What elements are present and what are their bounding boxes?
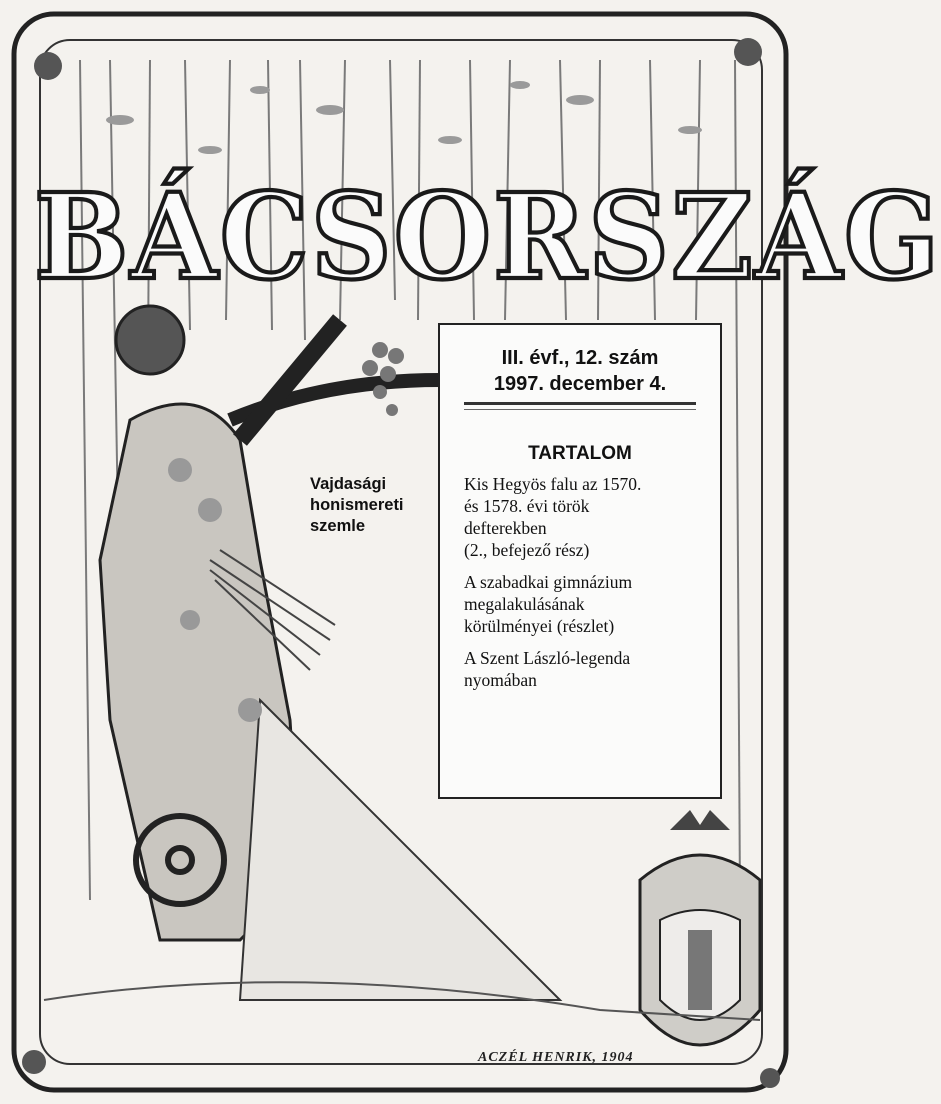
masthead-title [34,165,941,312]
toc-line: és 1578. évi török [464,496,590,516]
masthead-text: BÁCSORSZÁG [34,168,941,307]
divider [464,409,696,410]
toc-line: Kis Hegyös falu az 1570. [464,474,642,494]
toc-line: A Szent László-legenda [464,648,631,668]
toc-line: defterekben [464,518,547,538]
contents-box [438,323,722,799]
toc-title: TARTALOM [528,443,632,464]
foliage [106,81,702,154]
subtitle-line: szemle [310,517,366,535]
toc-line: megalakulásának [464,594,585,614]
crown-icon [670,810,730,830]
artist-signature: ACZÉL HENRIK, 1904 [478,1050,634,1065]
toc-list [464,473,712,701]
coat-of-arms [640,810,760,1045]
toc-line: A szabadkai gimnázium [464,572,633,592]
subtitle-line: honismereti [310,496,404,514]
issue-volume: III. évf., 12. szám [501,347,659,369]
toc-line: körülményei (részlet) [464,616,615,636]
toc-item [464,571,712,637]
toc-line: (2., befejező rész) [464,540,590,560]
toc-line: nyomában [464,670,537,690]
toc-item [464,647,712,691]
toc-item [464,473,712,561]
issue-date: 1997. december 4. [493,373,667,395]
journal-subtitle [300,474,440,537]
subtitle-line: Vajdasági [310,475,387,493]
divider [464,402,696,405]
